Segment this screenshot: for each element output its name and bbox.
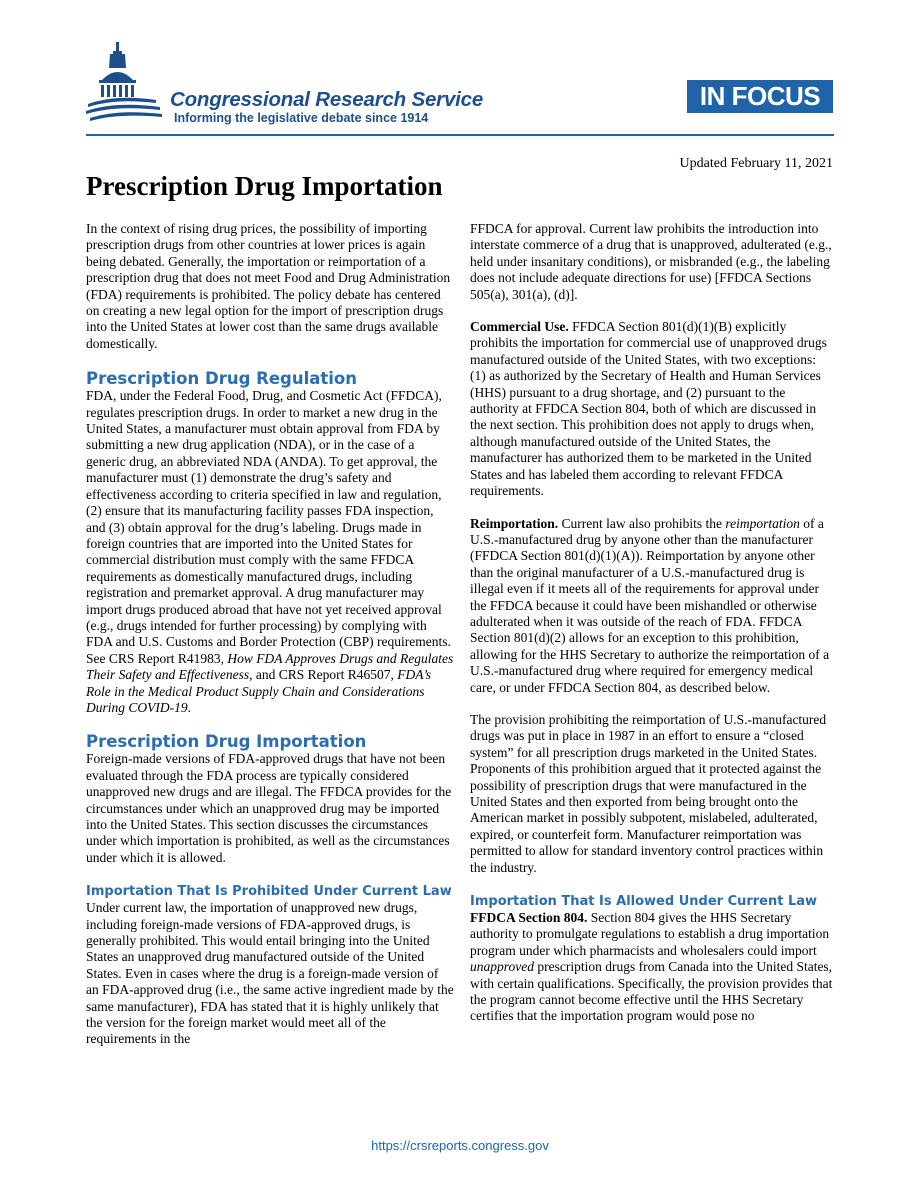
heading-prescription-drug-importation: Prescription Drug Importation [86,732,367,752]
closed-system-paragraph: The provision prohibiting the reimportation of U.S.-manufactured drugs was put in place in 1987 in an effort to ensure a “closed system” for all prescription drugs marketed in the United States. Proponents of this prohibition argued that it protected against the possibility of prescription drugs that were manufactured in the United States and then exported from being brought onto the American market in possibly subpotent, mislabeled, adulterated, expired, or counterfeit form. Manufacturer reimportation was permitted to allow for standard inventory control practices within the industry. [470,711,827,875]
left-column [86,221,454,1048]
heading-prescription-drug-regulation: Prescription Drug Regulation [86,369,358,389]
commercial-use-lead: Commercial Use. [470,319,569,335]
heading-importation-prohibited: Importation That Is Prohibited Under Current Law [86,884,452,900]
intro-paragraph: In the context of rising drug prices, the possibility of importing prescription drugs from other countries at lower prices is again being debated. Generally, the importation or reimportation of a prescription drug that does not meet Food and Drug Administration (FDA) requirements is prohibited. The policy debate has centered on creating a new legal option for the import of prescription drugs into the United States at lower cost than the same drugs available domestically. [86,221,451,351]
org-tagline: Informing the legislative debate since 1914 [174,111,429,125]
reimportation-lead: Reimportation. [470,515,559,531]
importation-paragraph: Foreign-made versions of FDA-approved drugs that have not been evaluated through the FDA process are typically considered unapproved new drugs and are illegal. The FFDCA provides for the circumstances under which an unapproved drug may be imported into the United States. This section discusses the circumstances under which importation is prohibited, as well as the circumstances under which it is allowed. [86,751,452,865]
prohibited-paragraph: Under current law, the importation of unapproved new drugs, including foreign-made versions of FDA-approved drugs, is generally prohibited. This would entail bringing into the United States an unapproved drug manufactured outside of the United States. Even in cases where the drug is a foreign-made version of an FDA-approved drug (i.e., the same active ingredient made by the same manufacturer), FDA has stated that it is highly unlikely that the version for the foreign market would meet all of the requirements in the [86,900,454,1047]
header-divider [86,134,834,136]
report-title-r41983: How FDA Approves Drugs and Regulates Their Safety and Effectiveness [86,650,454,683]
reimportation-paragraph: Reimportation. Current law also prohibits the reimportation of a U.S.-manufactured drug by anyone other than the manufacturer (FFDCA Section 801(d)(1)(A)). Reimportation by anyone other than the original manufacturer of a U.S.-manufactured drug is illegal even if it meets all of the requirements for approval under the FFDCA because it could have been mishandled or otherwise adulterated when it was outside of the reach of FDA. FFDCA Section 801(d)(2) allows for an exception to this prohibition, allowing for the HHS Secretary to authorize the reimportation of a U.S.-manufactured drug where required for emergency medical care, or under FFDCA Section 804, as described below. [470,515,830,695]
section-804-paragraph: FFDCA Section 804. Section 804 gives the HHS Secretary authority to promulgate regulations to establish a drug importation program under which pharmacists and wholesalers could import unapproved prescription drugs from Canada into the United States, with certain qualifications. Specifically, the provision provides that the program cannot become effective until the HHS Secretary certifies that the importation program would pose no [470,910,833,1024]
heading-importation-allowed: Importation That Is Allowed Under Current Law [470,894,818,910]
org-name: Congressional Research Service [170,88,484,111]
updated-date: Updated February 11, 2021 [679,156,833,171]
report-title-r46507: FDA’s Role in the Medical Product Supply Chain and Considerations During COVID-19 [86,667,431,715]
in-focus-badge: IN FOCUS [687,80,833,113]
section-804-lead: FFDCA Section 804. [470,910,588,926]
right-column [470,221,835,1025]
footer-url-link[interactable]: https://crsreports.congress.gov [371,1138,549,1153]
commercial-use-paragraph: Commercial Use. FFDCA Section 801(d)(1)(B) explicitly prohibits the importation for commercial use of unapproved drugs manufactured outside of the United States, with two exceptions: (1) as authorized by the Secretary of Health and Human Services (HHS) pursuant to a drug shortage, and (2) pursuant to the authority at FFDCA Section 804, both of which are discussed in the next section. This prohibition does not apply to drugs when, although manufactured outside of the United States, the manufacturer has authorized them to be marketed in the United States and has labeled them according to relevant FFDCA requirements. [470,319,827,499]
document-title: Prescription Drug Importation [86,171,443,201]
continued-paragraph: FFDCA for approval. Current law prohibits the introduction into interstate commerce of a drug that is unapproved, adulterated (e.g., held under insanitary conditions), or misbranded (e.g., the labeling does not include adequate directions for use) [FFDCA Sections 505(a), 301(a), (d)]. [470,221,832,302]
regulation-paragraph: FDA, under the Federal Food, Drug, and Cosmetic Act (FFDCA), regulates prescription drugs. In order to market a new drug in the United States, a manufacturer must obtain approval from FDA by submitting a new drug application (NDA), or in the case of a generic drug, an abbreviated NDA (ANDA). To get approval, the manufacturer must (1) demonstrate the drug’s safety and effectiveness according to criteria specified in law and regulation, (2) ensure that its manufacturing facility passes FDA inspection, and (3) obtain approval for the drug’s labeling. Drugs made in foreign countries that are imported into the United States for commercial distribution must comply with the same FFDCA requirements as domestically manufactured drugs, including registration and premarket approval. A drug manufacturer may import drugs produced abroad that have not yet received approval (e.g., drugs intended for further processing) by complying with FDA and U.S. Customs and Border Protection (CBP) requirements. See CRS Report R41983, How FDA Approves Drugs and Regulates Their Safety and Effectiveness, and CRS Report R46507, FDA’s Role in the Medical Product Supply Chain and Considerations During COVID-19. [86,388,454,715]
crs-capitol-logo-icon [86,40,166,130]
